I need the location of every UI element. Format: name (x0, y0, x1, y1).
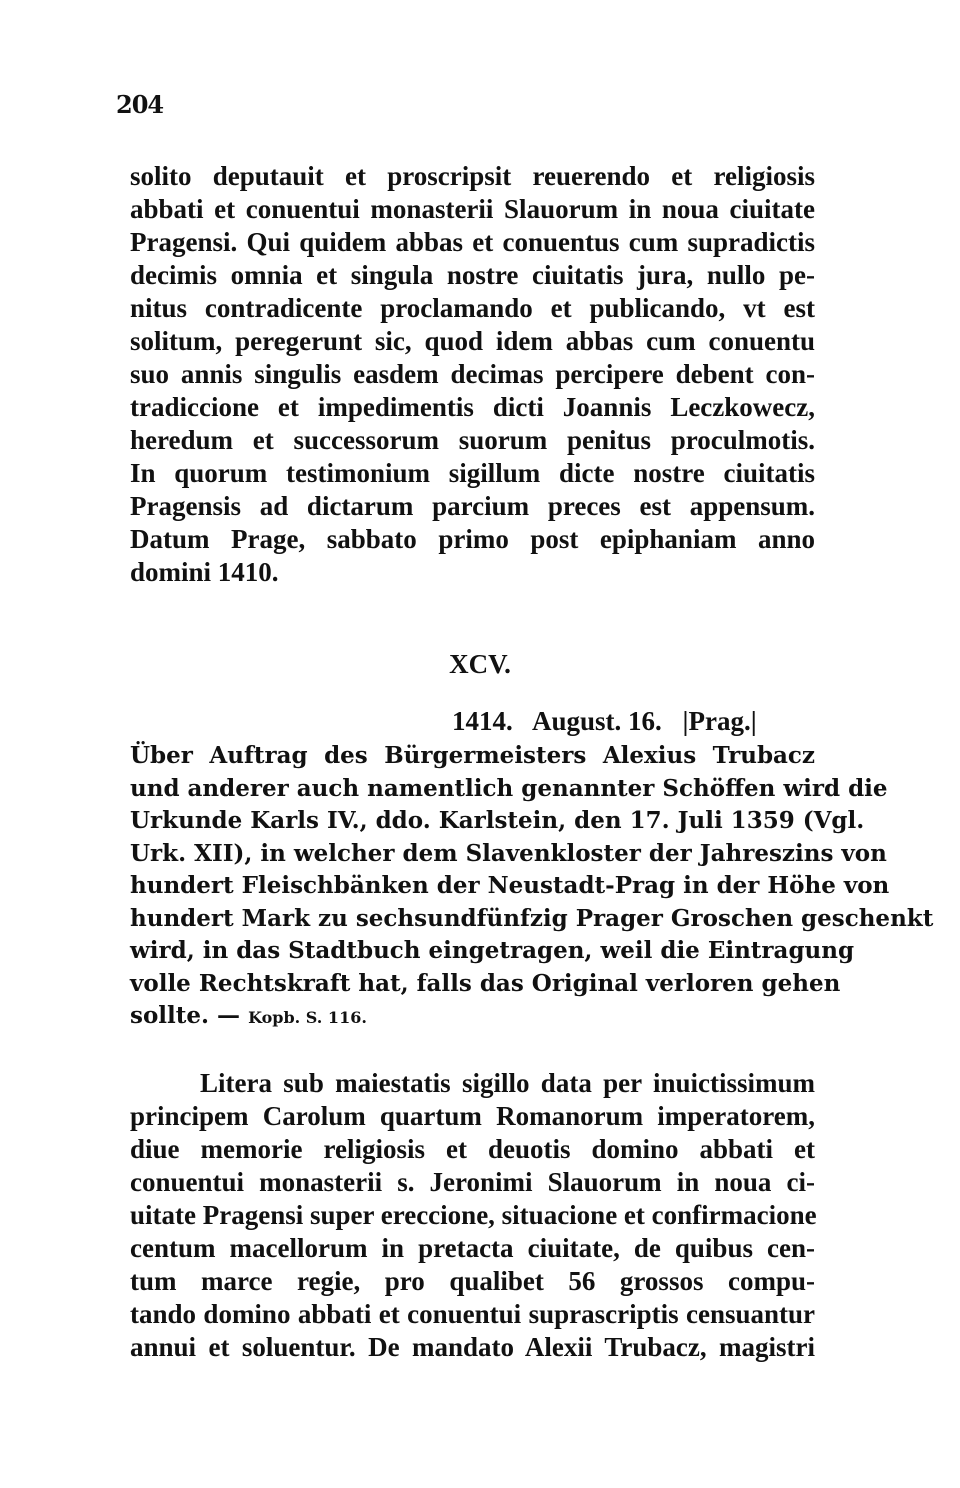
summary-line: hundert Mark zu sechsundfünfzig Prager Groschen geschenkt (130, 904, 934, 932)
summary-line: volle Rechtskraft hat, falls das Original verloren gehen (130, 969, 841, 997)
text-line: Datum Prage, sabbato primo post epiphaniam anno (130, 524, 815, 554)
text-line: uitate Pragensi super ereccione, situacione et confirmacione (130, 1200, 817, 1230)
page-number: 204 (116, 90, 164, 119)
summary-line: Urkunde Karls IV., ddo. Karlstein, den 17. Juli 1359 (Vgl. (130, 807, 865, 834)
text-line: Litera sub maiestatis sigillo data per inuictissimum (200, 1068, 815, 1098)
text-line: domini 1410. (130, 557, 279, 587)
source-reference: Kopb. S. 116. (248, 1008, 367, 1027)
text-line: centum macellorum in pretacta ciuitate, de quibus cen- (130, 1233, 815, 1263)
summary-line: und anderer auch namentlich genannter Schöffen wird die (130, 774, 888, 802)
text-line: decimis omnia et singula nostre ciuitatis jura, nullo pe- (130, 260, 815, 290)
text-line: solitum, peregerunt sic, quod idem abbas cum conuentu (130, 326, 815, 356)
text-line: abbati et conuentui monasterii Slauorum in noua ciuitate (130, 194, 815, 224)
text-line: tum marce regie, pro qualibet 56 grossos compu- (130, 1266, 815, 1296)
text-line: In quorum testimonium sigillum dicte nostre ciuitatis (130, 458, 815, 488)
summary-line: hundert Fleischbänken der Neustadt-Prag in der Höhe von (130, 872, 890, 899)
text-line: nitus contradicente proclamando et publicando, vt est (130, 293, 815, 323)
german-summary (130, 740, 934, 1033)
text-line: diue memorie religiosis et deuotis domino abbati et (130, 1134, 815, 1164)
latin-paragraph-1 (130, 160, 815, 589)
summary-line: Urk. XII), in welcher dem Slavenkloster der Jahreszins von (130, 839, 887, 867)
dateline-date: August. 16. (532, 706, 662, 736)
text-line: conuentui monasterii s. Jeronimi Slauorum in noua ci- (130, 1167, 815, 1197)
summary-line: Über Auftrag des Bürgermeisters Alexius Trubacz (130, 742, 815, 769)
text-line: heredum et successorum suorum penitus proculmotis. (130, 425, 815, 455)
text-line: suo annis singulis easdem decimas percipere debent con- (130, 359, 815, 389)
summary-last-line (130, 1000, 815, 1033)
text-line: solito deputauit et proscripsit reuerendo et religiosis (130, 161, 815, 191)
summary-last-text: sollte. — (130, 1002, 241, 1029)
latin-paragraph-2 (130, 1067, 815, 1364)
text-line: tradiccione et impedimentis dicti Joannis Leczkowecz, (130, 392, 815, 422)
text-line: tando domino abbati et conuentui suprascriptis censuantur (130, 1299, 815, 1329)
text-line: Pragensis ad dictarum parcium preces est appensum. (130, 491, 815, 521)
text-line: Pragensi. Qui quidem abbas et conuentus cum supradictis (130, 227, 815, 257)
dateline-place: |Prag.| (682, 706, 757, 736)
document-heading: XCV. (449, 649, 511, 679)
summary-line: wird, in das Stadtbuch eingetragen, weil die Eintragung (130, 937, 855, 964)
text-line: annui et soluentur. De mandato Alexii Trubacz, magistri (130, 1332, 815, 1362)
dateline (452, 705, 771, 738)
dateline-year: 1414. (452, 706, 513, 736)
text-line: principem Carolum quartum Romanorum imperatorem, (130, 1101, 815, 1131)
